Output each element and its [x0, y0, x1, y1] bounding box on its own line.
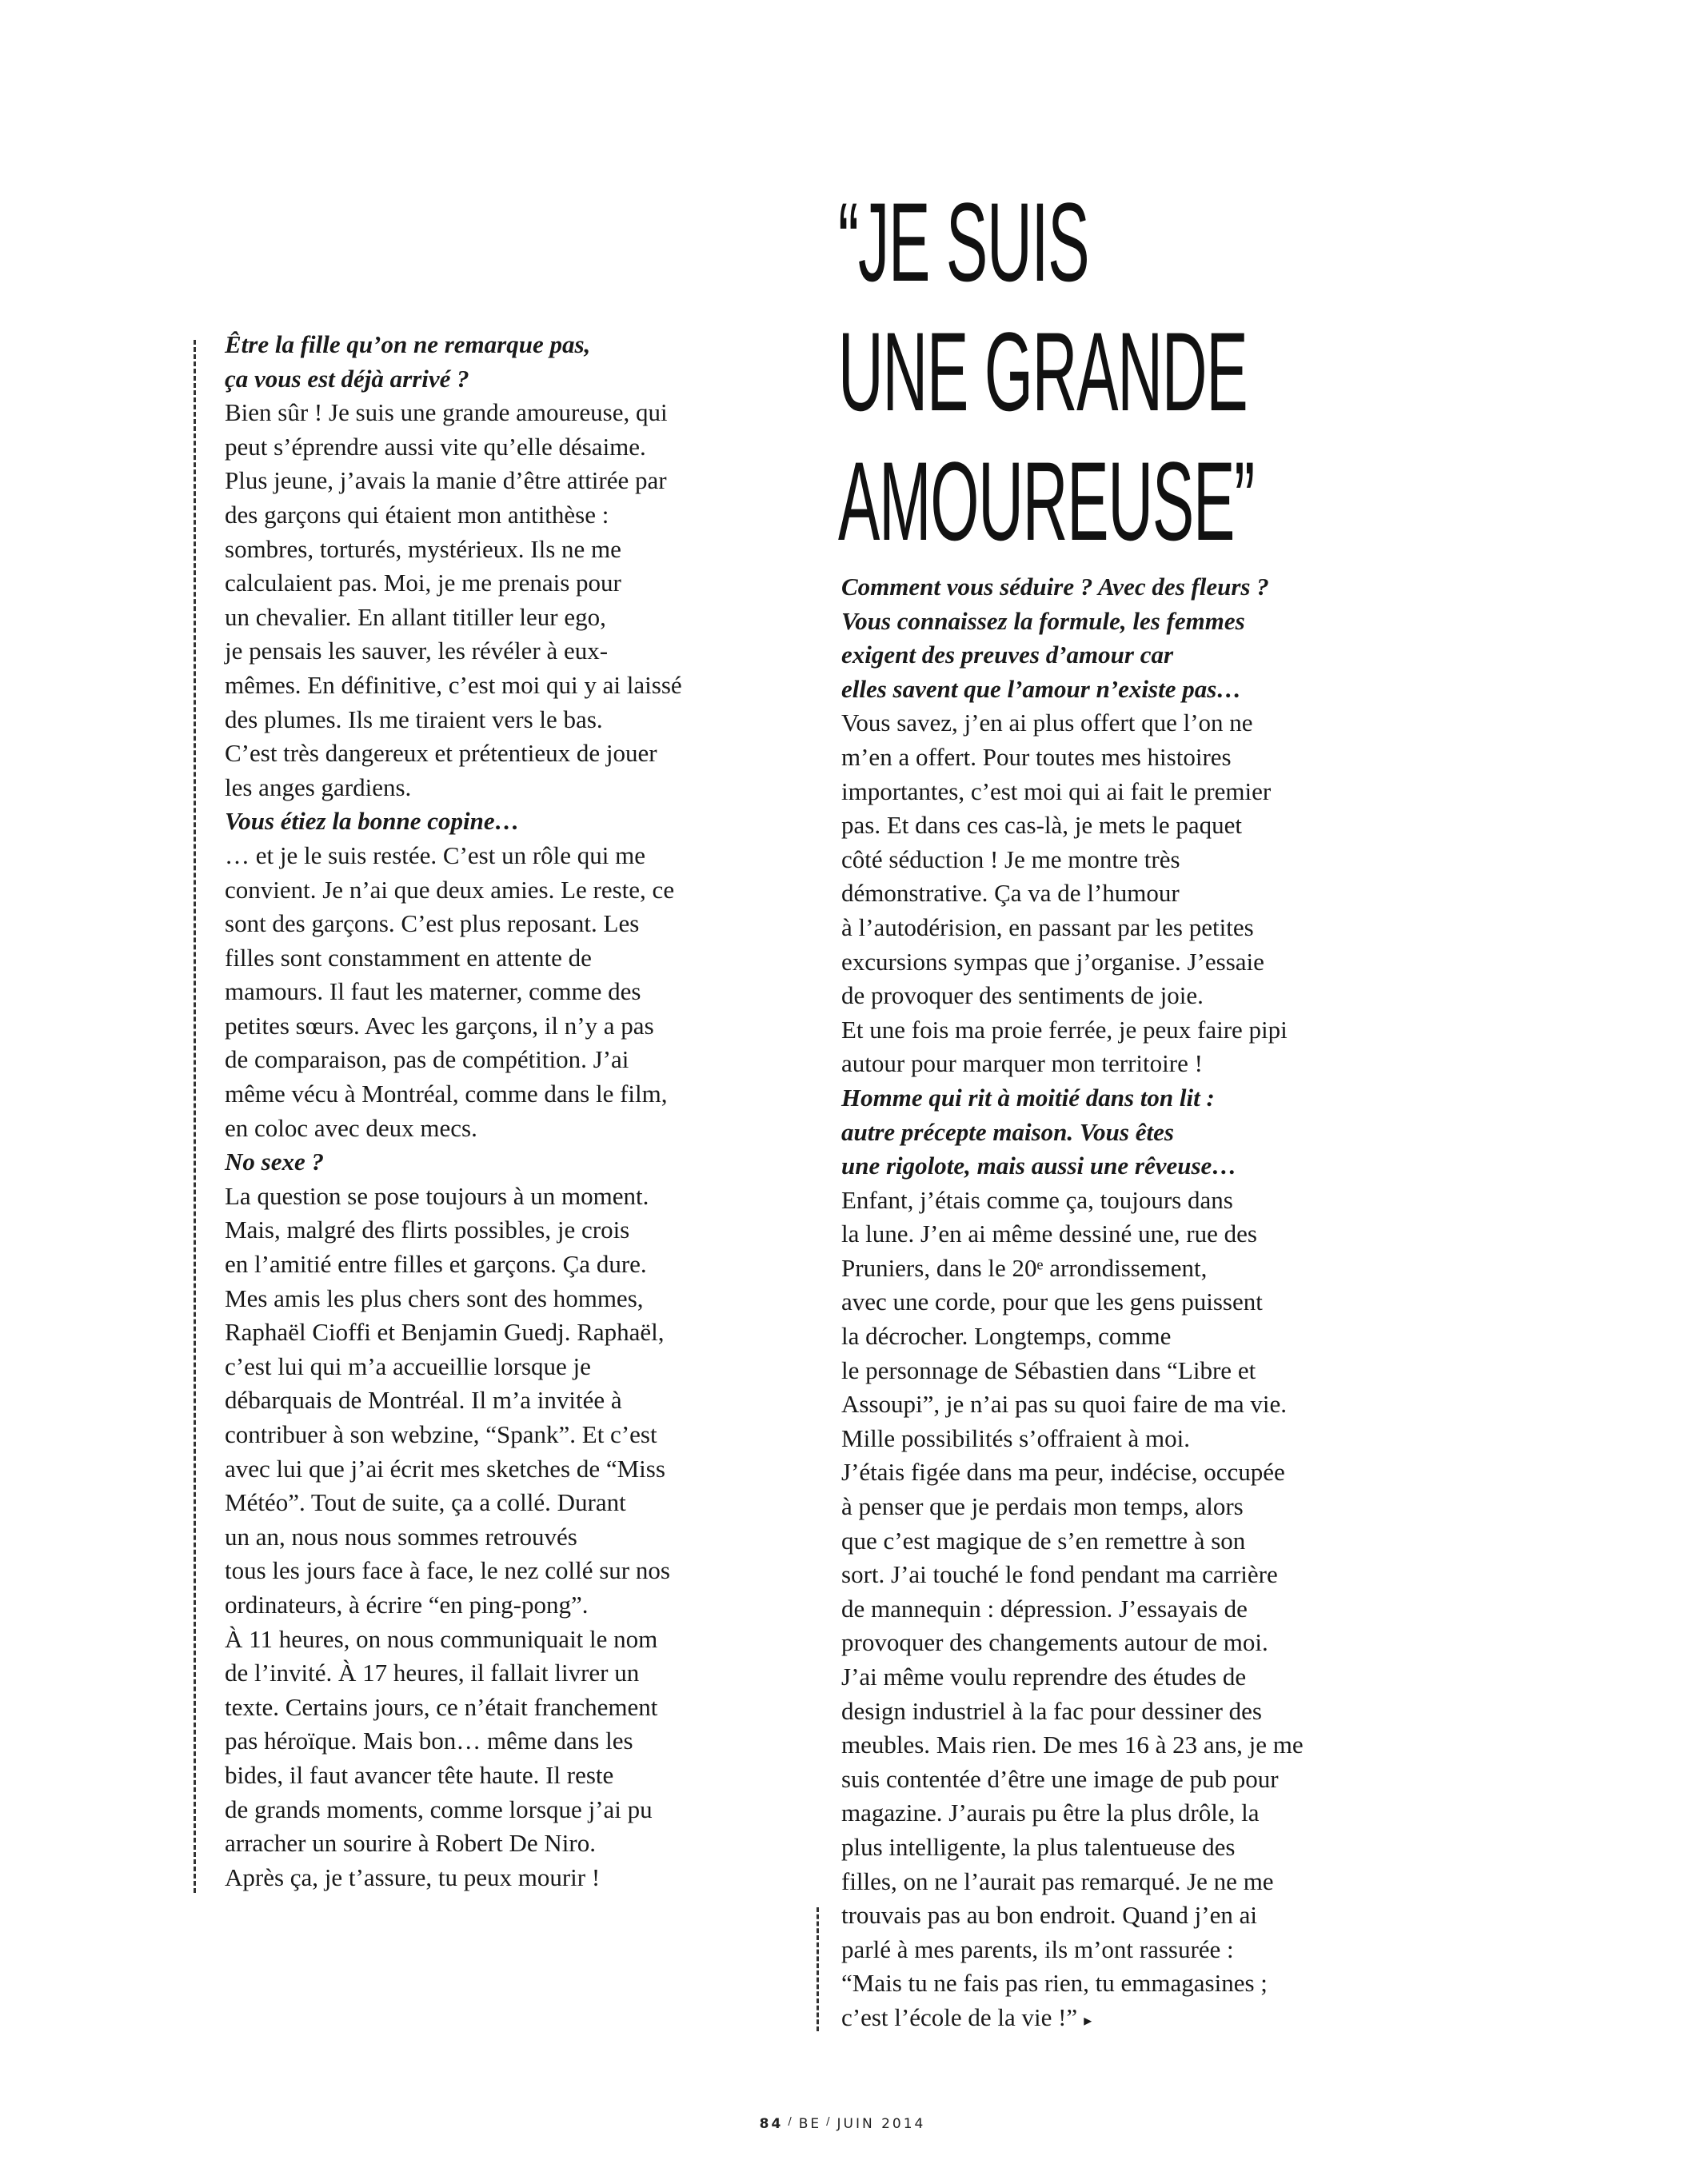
answer-line: plus intelligente, la plus talentueuse des [841, 1832, 1236, 1861]
answer-line: de l’invité. À 17 heures, il fallait livrer un [225, 1659, 640, 1687]
left-column [225, 328, 682, 1895]
interview-question-line: Vous connaissez la formule, les femmes [841, 606, 1245, 635]
page-footer [0, 2116, 1685, 2132]
answer-line: excursions sympas que j’organise. J’essaie [841, 947, 1264, 976]
answer-line: Raphaël Cioffi et Benjamin Guedj. Raphaël, [225, 1318, 665, 1347]
answer-line: suis contentée d’être une image de pub pour [841, 1764, 1279, 1793]
answer-line: C’est très dangereux et prétentieux de jouer [225, 739, 657, 768]
answer-line: calculaient pas. Moi, je me prenais pour [225, 569, 621, 597]
page-number: 84 [759, 2116, 784, 2132]
answer-line: avec lui que j’ai écrit mes sketches de “Miss [225, 1454, 665, 1483]
answer-line: de provoquer des sentiments de joie. [841, 981, 1204, 1010]
headline-line: AMOUREUSE” [838, 438, 1255, 564]
interview-question-line: une rigolote, mais aussi une rêveuse… [841, 1152, 1237, 1180]
answer-line: Mais, malgré des flirts possibles, je crois [225, 1216, 630, 1244]
answer-line: débarquais de Montréal. Il m’a invitée à [225, 1386, 622, 1415]
answer-line: sort. J’ai touché le fond pendant ma carrière [841, 1560, 1278, 1589]
interview-question-line: ça vous est déjà arrivé ? [225, 364, 469, 393]
answer-line: des plumes. Ils me tiraient vers le bas. [225, 705, 603, 733]
answer-line: je pensais les sauver, les révéler à eux- [225, 637, 609, 665]
answer-line: autour pour marquer mon territoire ! [841, 1049, 1203, 1078]
answer-line: meubles. Mais rien. De mes 16 à 23 ans, je me [841, 1731, 1304, 1759]
answer-line: J’étais figée dans ma peur, indécise, occupée [841, 1458, 1285, 1487]
answer-line: petites sœurs. Avec les garçons, il n’y a pas [225, 1011, 654, 1040]
answer-line: Et une fois ma proie ferrée, je peux faire pipi [841, 1015, 1288, 1044]
answer-line: parlé à mes parents, ils m’ont rassurée : [841, 1934, 1234, 1963]
answer-line: un an, nous nous sommes retrouvés [225, 1522, 577, 1551]
answer-line: m’en a offert. Pour toutes mes histoires [841, 742, 1232, 771]
answer-line: filles, on ne l’aurait pas remarqué. Je ne me [841, 1867, 1274, 1895]
dotted-rule-left [194, 340, 196, 1893]
answer-line: Assoupi”, je n’ai pas su quoi faire de ma vie. [841, 1390, 1287, 1419]
answer-line: de grands moments, comme lorsque j’ai pu [225, 1795, 653, 1823]
answer-line: Météo”. Tout de suite, ça a collé. Durant [225, 1488, 626, 1517]
interview-question-line: autre précepte maison. Vous êtes [841, 1117, 1174, 1146]
answer-line: en coloc avec deux mecs. [225, 1113, 477, 1142]
answer-line: côté séduction ! Je me montre très [841, 844, 1180, 873]
answer-line: sont des garçons. C’est plus reposant. Les [225, 909, 640, 938]
interview-question-line: Être la fille qu’on ne remarque pas, [225, 330, 591, 358]
magazine-name: BE [798, 2116, 822, 2132]
answer-line: à l’autodérision, en passant par les petites [841, 912, 1254, 941]
answer-line: ordinateurs, à écrire “en ping-pong”. [225, 1590, 589, 1619]
answer-line: texte. Certains jours, ce n’était franchement [225, 1692, 658, 1721]
answer-line: un chevalier. En allant titiller leur ego, [225, 602, 606, 631]
answer-line: design industriel à la fac pour dessiner des [841, 1696, 1262, 1725]
answer-line: mamours. Il faut les materner, comme des [225, 977, 641, 1006]
continue-arrow-icon: ▸ [1084, 2011, 1092, 2030]
interview-question-line: Vous étiez la bonne copine… [225, 807, 520, 836]
answer-line: le personnage de Sébastien dans “Libre et [841, 1356, 1256, 1384]
answer-line: … et je le suis restée. C’est un rôle qui me [225, 840, 646, 869]
answer-line: trouvais pas au bon endroit. Quand j’en ai [841, 1901, 1257, 1930]
answer-line: même vécu à Montréal, comme dans le film, [225, 1080, 668, 1108]
answer-line: magazine. J’aurais pu être la plus drôle, la [841, 1799, 1260, 1827]
answer-line: que c’est magique de s’en remettre à son [841, 1526, 1246, 1555]
answer-line: sombres, torturés, mystérieux. Ils ne me [225, 534, 621, 563]
answer-line: Enfant, j’étais comme ça, toujours dans [841, 1185, 1233, 1214]
answer-line: c’est l’école de la vie !” ▸ [841, 2002, 1092, 2031]
answer-line: de mannequin : dépression. J’essayais de [841, 1594, 1248, 1623]
pull-quote-headline [838, 178, 1254, 566]
interview-question-line: Homme qui rit à moitié dans ton lit : [841, 1083, 1215, 1112]
answer-line: Pruniers, dans le 20ᵉ arrondissement, [841, 1253, 1208, 1282]
answer-line: contribuer à son webzine, “Spank”. Et c’est [225, 1420, 657, 1448]
interview-question-line: elles savent que l’amour n’existe pas… [841, 674, 1242, 703]
answer-line: Plus jeune, j’avais la manie d’être attirée par [225, 466, 667, 495]
interview-question-line: No sexe ? [225, 1148, 324, 1176]
interview-question-line: Comment vous séduire ? Avec des fleurs ? [841, 573, 1269, 601]
answer-line: J’ai même voulu reprendre des études de [841, 1663, 1247, 1691]
answer-line: La question se pose toujours à un moment. [225, 1181, 649, 1210]
answer-line: de comparaison, pas de compétition. J’ai [225, 1045, 629, 1074]
answer-line: c’est lui qui m’a accueillie lorsque je [225, 1352, 591, 1380]
answer-line: Après ça, je t’assure, tu peux mourir ! [225, 1863, 601, 1891]
answer-line: à penser que je perdais mon temps, alors [841, 1492, 1244, 1521]
answer-line: “Mais tu ne fais pas rien, tu emmagasines ; [841, 1969, 1268, 1998]
answer-line: en l’amitié entre filles et garçons. Ça dure. [225, 1250, 647, 1279]
answer-line: la lune. J’en ai même dessiné une, rue des [841, 1220, 1257, 1248]
answer-line: Vous savez, j’en ai plus offert que l’on ne [841, 709, 1253, 737]
answer-line: convient. Je n’ai que deux amies. Le reste, ce [225, 875, 675, 904]
separator: / [826, 2116, 833, 2128]
interview-question-line: exigent des preuves d’amour car [841, 641, 1174, 669]
right-column [841, 570, 1304, 2038]
answer-line: À 11 heures, on nous communiquait le nom [225, 1624, 658, 1653]
answer-line: peut s’éprendre aussi vite qu’elle désaime. [225, 432, 646, 461]
answer-line: les anges gardiens. [225, 773, 412, 801]
answer-line: arracher un sourire à Robert De Niro. [225, 1829, 596, 1858]
answer-line: bides, il faut avancer tête haute. Il reste [225, 1760, 614, 1789]
headline-line: “JE SUIS [838, 179, 1089, 305]
headline-line: UNE GRANDE [838, 309, 1248, 434]
answer-line: pas. Et dans ces cas-là, je mets le paquet [841, 811, 1242, 840]
dotted-rule-right [817, 1907, 819, 2031]
issue-date: JUIN 2014 [837, 2116, 926, 2132]
answer-line: Bien sûr ! Je suis une grande amoureuse, qui [225, 398, 668, 427]
answer-line: filles sont constamment en attente de [225, 943, 592, 972]
answer-line: provoquer des changements autour de moi. [841, 1628, 1268, 1657]
answer-line: mêmes. En définitive, c’est moi qui y ai laissé [225, 670, 682, 699]
answer-line: importantes, c’est moi qui ai fait le premier [841, 777, 1272, 805]
answer-line: pas héroïque. Mais bon… même dans les [225, 1727, 633, 1755]
answer-line: Mes amis les plus chers sont des hommes, [225, 1284, 644, 1312]
answer-line: avec une corde, pour que les gens puissent [841, 1288, 1263, 1316]
answer-line: des garçons qui étaient mon antithèse : [225, 500, 609, 529]
separator: / [788, 2116, 794, 2128]
answer-line: la décrocher. Longtemps, comme [841, 1322, 1172, 1351]
answer-line: Mille possibilités s’offraient à moi. [841, 1423, 1190, 1452]
answer-line: tous les jours face à face, le nez collé sur nos [225, 1556, 670, 1585]
answer-line: démonstrative. Ça va de l’humour [841, 879, 1180, 908]
